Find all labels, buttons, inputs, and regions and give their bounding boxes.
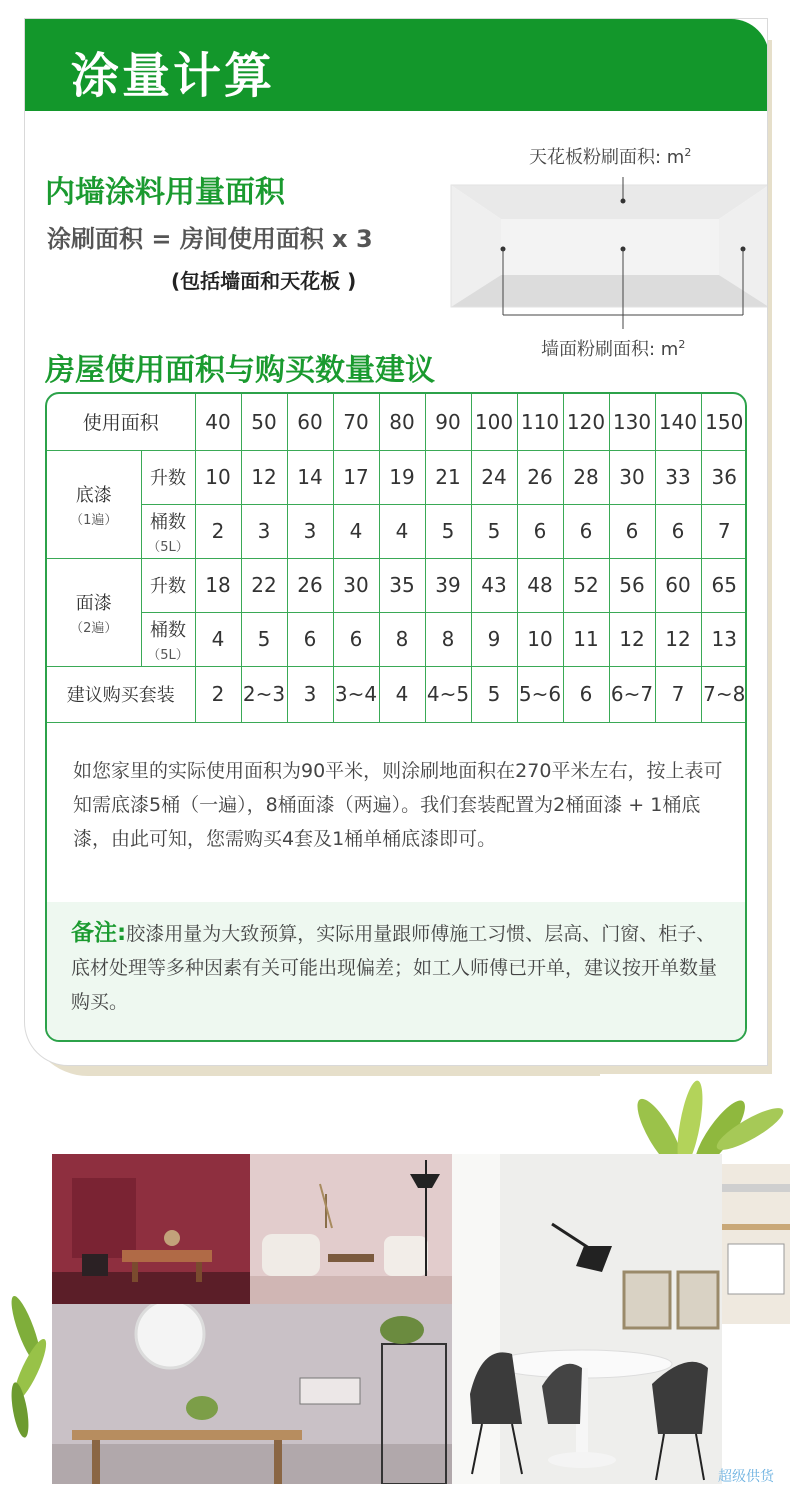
pink-living-room-photo	[250, 1154, 452, 1304]
area-cell: 60	[287, 394, 333, 450]
note-box	[47, 902, 745, 1042]
area-cell: 130	[609, 394, 655, 450]
topcoat-liters-cell: 52	[563, 558, 609, 612]
table-row-primer-liters	[47, 450, 747, 504]
area-cell: 90	[425, 394, 471, 450]
note-text: 胶漆用量为大致预算，实际用量跟师傅施工习惯、层高、门窗、柜子、底材处理等多种因素有关可能出现偏差；如工人师傅已开单，建议按开单数量购买。	[71, 923, 718, 1013]
suggestion-cell: 2	[195, 666, 241, 722]
topcoat-buckets-cell: 8	[379, 612, 425, 666]
plant-photo-top	[600, 1074, 790, 1164]
table-row-primer-buckets	[47, 504, 747, 558]
paint-calculation-card	[24, 18, 768, 1066]
watermark-text: 超级供货	[718, 1469, 774, 1485]
pink-room-graphic	[250, 1154, 452, 1304]
topcoat-buckets-cell: 11	[563, 612, 609, 666]
note-label: 备注:	[71, 920, 127, 946]
plant-leaves-graphic	[600, 1074, 790, 1164]
red-room-photo	[52, 1154, 250, 1304]
area-cell: 110	[517, 394, 563, 450]
liters-label: 升数	[141, 450, 195, 504]
room-diagram	[445, 137, 768, 367]
topcoat-liters-cell: 48	[517, 558, 563, 612]
suggestion-cell: 4~5	[425, 666, 471, 722]
area-cell: 150	[701, 394, 747, 450]
example-description: 如您家里的实际使用面积为90平米，则涂刷地面积在270平米左右，按上表可知需底漆5桶（一遍），8桶面漆（两遍）。我们套装配置为2桶面漆 + 1桶底漆，由此可知，您需购买4套及1桶单桶底漆即可。	[73, 760, 723, 850]
topcoat-liters-cell: 18	[195, 558, 241, 612]
primer-liters-cell: 33	[655, 450, 701, 504]
topcoat-buckets-cell: 6	[287, 612, 333, 666]
shelf-photo-right	[722, 1164, 790, 1324]
primer-buckets-cell: 6	[655, 504, 701, 558]
topcoat-liters-cell: 39	[425, 558, 471, 612]
wall-area-label: 墙面粉刷面积: $m^2$	[541, 338, 686, 360]
section-title-area: 内墙涂料用量面积	[45, 175, 285, 210]
topcoat-liters-cell: 60	[655, 558, 701, 612]
suggestion-cell: 2~3	[241, 666, 287, 722]
topcoat-liters-cell: 30	[333, 558, 379, 612]
topcoat-liters-cell: 43	[471, 558, 517, 612]
suggestion-label: 建议购买套装	[47, 666, 195, 722]
area-cell: 50	[241, 394, 287, 450]
usage-table-box	[45, 392, 747, 1042]
white-dining-room-photo	[452, 1154, 722, 1484]
table-row-topcoat-buckets	[47, 612, 747, 666]
primer-buckets-cell: 7	[701, 504, 747, 558]
plant-photo-left	[0, 1270, 52, 1440]
note-text-block	[71, 916, 727, 1019]
primer-label-cell: 底漆 （1遍）	[47, 450, 141, 558]
primer-liters-cell: 30	[609, 450, 655, 504]
primer-liters-cell: 14	[287, 450, 333, 504]
suggestion-cell: 7~8	[701, 666, 747, 722]
primer-buckets-cell: 5	[425, 504, 471, 558]
topcoat-label-cell: 面漆 （2遍）	[47, 558, 141, 666]
topcoat-buckets-cell: 13	[701, 612, 747, 666]
suggestion-cell: 5	[471, 666, 517, 722]
suggestion-cell: 6~7	[609, 666, 655, 722]
topcoat-liters-cell: 56	[609, 558, 655, 612]
table-row-topcoat-liters	[47, 558, 747, 612]
topcoat-buckets-cell: 9	[471, 612, 517, 666]
primer-buckets-cell: 6	[609, 504, 655, 558]
area-header: 使用面积	[47, 394, 195, 450]
grey-dining-graphic	[52, 1304, 452, 1484]
grey-dining-room-photo	[52, 1304, 452, 1484]
table-row-area	[47, 394, 747, 450]
area-cell: 120	[563, 394, 609, 450]
primer-buckets-cell: 6	[563, 504, 609, 558]
formula-note: (包括墙面和天花板 )	[171, 269, 357, 293]
area-cell: 100	[471, 394, 517, 450]
primer-liters-cell: 36	[701, 450, 747, 504]
area-cell: 70	[333, 394, 379, 450]
primer-buckets-cell: 2	[195, 504, 241, 558]
room-illustration	[445, 137, 768, 367]
primer-buckets-cell: 5	[471, 504, 517, 558]
topcoat-buckets-cell: 12	[609, 612, 655, 666]
primer-liters-cell: 12	[241, 450, 287, 504]
area-cell: 140	[655, 394, 701, 450]
suggestion-cell: 7	[655, 666, 701, 722]
primer-liters-cell: 10	[195, 450, 241, 504]
topcoat-liters-cell: 22	[241, 558, 287, 612]
topcoat-buckets-cell: 5	[241, 612, 287, 666]
primer-buckets-cell: 4	[333, 504, 379, 558]
primer-liters-cell: 21	[425, 450, 471, 504]
topcoat-buckets-cell: 12	[655, 612, 701, 666]
topcoat-liters-cell: 65	[701, 558, 747, 612]
section-title-suggestion: 房屋使用面积与购买数量建议	[45, 353, 435, 388]
primer-liters-cell: 17	[333, 450, 379, 504]
topcoat-buckets-cell: 10	[517, 612, 563, 666]
topcoat-liters-cell: 35	[379, 558, 425, 612]
usage-table	[47, 394, 747, 723]
primer-liters-cell: 28	[563, 450, 609, 504]
suggestion-cell: 6	[563, 666, 609, 722]
shelf-graphic	[722, 1164, 790, 1324]
suggestion-cell: 4	[379, 666, 425, 722]
primer-buckets-cell: 4	[379, 504, 425, 558]
white-dining-graphic	[452, 1154, 722, 1484]
area-cell: 40	[195, 394, 241, 450]
table-row-suggestion	[47, 666, 747, 722]
ceiling-area-label: 天花板粉刷面积: $m^2$	[529, 146, 692, 168]
header-bar	[25, 19, 768, 111]
area-cell: 80	[379, 394, 425, 450]
buckets-label: 桶数 （5L）	[141, 504, 195, 558]
suggestion-cell: 3~4	[333, 666, 379, 722]
primer-buckets-cell: 3	[287, 504, 333, 558]
plant-left-graphic	[0, 1270, 52, 1440]
topcoat-liters-cell: 26	[287, 558, 333, 612]
buckets-label: 桶数 （5L）	[141, 612, 195, 666]
primer-liters-cell: 26	[517, 450, 563, 504]
liters-label: 升数	[141, 558, 195, 612]
page-title: 涂量计算	[71, 48, 276, 104]
suggestion-cell: 5~6	[517, 666, 563, 722]
primer-liters-cell: 24	[471, 450, 517, 504]
topcoat-buckets-cell: 8	[425, 612, 471, 666]
primer-buckets-cell: 3	[241, 504, 287, 558]
suggestion-cell: 3	[287, 666, 333, 722]
primer-liters-cell: 19	[379, 450, 425, 504]
red-room-graphic	[52, 1154, 250, 1304]
topcoat-buckets-cell: 4	[195, 612, 241, 666]
topcoat-buckets-cell: 6	[333, 612, 379, 666]
primer-buckets-cell: 6	[517, 504, 563, 558]
area-formula: 涂刷面积 = 房间使用面积 x 3	[47, 225, 373, 253]
